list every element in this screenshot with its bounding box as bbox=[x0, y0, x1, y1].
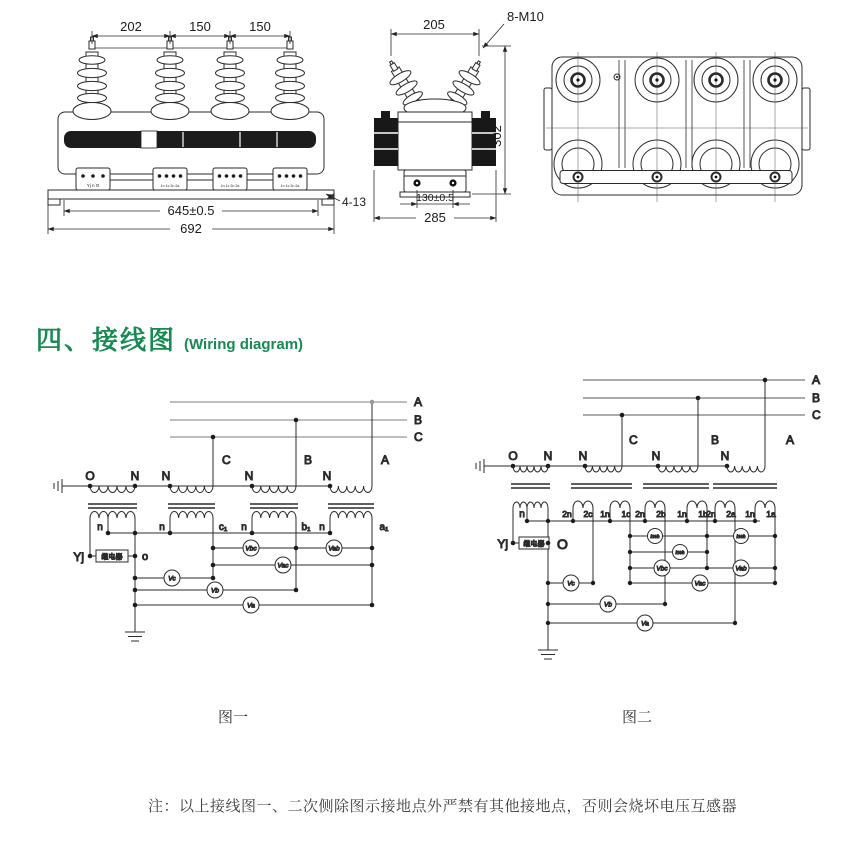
dim-285: 285 bbox=[424, 210, 446, 225]
secondary-ground-icon bbox=[538, 650, 558, 659]
primary-ground-icon bbox=[54, 479, 62, 493]
section-heading-en: (Wiring diagram) bbox=[184, 336, 304, 353]
svg-text:kWh: kWh bbox=[736, 534, 746, 539]
terminal-box-label: 1n 1c 2n 2a bbox=[280, 184, 300, 188]
section-heading-cn: 四、接线图 bbox=[36, 325, 177, 355]
svg-text:Vac: Vac bbox=[694, 580, 706, 588]
terminal-box-label: 1n 1c 2n 2a bbox=[220, 184, 240, 188]
primary-label-n3: N bbox=[244, 469, 254, 483]
sec-label-n2: n bbox=[159, 522, 165, 533]
dim-692: 692 bbox=[180, 221, 202, 236]
bus-lines bbox=[170, 402, 407, 437]
sec-label-1c: 1c bbox=[621, 509, 631, 519]
relay-branch bbox=[497, 536, 568, 552]
sec-label-2c: 2c bbox=[583, 509, 593, 519]
primary-label-n2: N bbox=[161, 469, 171, 483]
sec-label-2b: 2b bbox=[656, 509, 666, 519]
primary-windings bbox=[90, 486, 372, 493]
primary-label-n1: N bbox=[543, 449, 553, 463]
svg-text:Va: Va bbox=[641, 620, 649, 628]
voltmeter-vb bbox=[600, 596, 616, 612]
kwh-meter-1 bbox=[648, 529, 663, 544]
primary-ground-icon bbox=[476, 459, 484, 473]
sec-label-b1: b₁ bbox=[301, 522, 311, 533]
sec-label-n: n bbox=[519, 509, 525, 520]
svg-text:Vc: Vc bbox=[168, 575, 176, 583]
voltmeter-va bbox=[243, 597, 259, 613]
svg-text:Vb: Vb bbox=[211, 587, 219, 595]
dim-130: 130±0.5 bbox=[416, 192, 454, 204]
svg-text:kWh: kWh bbox=[675, 550, 685, 555]
primary-label-n1: N bbox=[130, 469, 140, 483]
primary-windings bbox=[513, 466, 765, 472]
svg-text:Vab: Vab bbox=[328, 545, 340, 553]
sec-label-n4: n bbox=[319, 522, 325, 533]
sec-label-1a: 1a bbox=[766, 509, 776, 519]
figure1-caption: 图一 bbox=[218, 709, 249, 726]
svg-text:kWh: kWh bbox=[650, 534, 660, 539]
voltmeter-vb bbox=[207, 582, 223, 598]
section-heading bbox=[36, 320, 303, 357]
meter-rows bbox=[133, 540, 375, 613]
bus-label-a: A bbox=[414, 395, 423, 409]
phase-label-b: B bbox=[711, 433, 720, 447]
o-label: O bbox=[557, 536, 568, 552]
sec-label-c1: c₁ bbox=[218, 522, 228, 533]
voltmeter-vab bbox=[733, 560, 749, 576]
sec-label-n3: n bbox=[241, 522, 247, 533]
bus-label-a: A bbox=[812, 373, 821, 387]
sec-label-1n-b: 1n bbox=[677, 509, 687, 519]
relay-label: 继电器 bbox=[101, 554, 123, 561]
bushing-insulators bbox=[73, 37, 309, 120]
secondary-ground-icon bbox=[125, 632, 145, 641]
voltmeter-va bbox=[637, 615, 653, 631]
sec-label-2n-b: 2n bbox=[635, 509, 645, 519]
voltmeter-vac bbox=[275, 557, 291, 573]
svg-text:Vbc: Vbc bbox=[245, 545, 257, 553]
warning-note: 注：以上接线图一、二次侧除图示接地点外严禁有其他接地点，否则会烧坏电压互感器 bbox=[148, 798, 738, 815]
transformer-cores bbox=[511, 484, 777, 488]
phase-label-c: C bbox=[222, 453, 231, 467]
voltmeter-vbc bbox=[654, 560, 670, 576]
sec-label-1b: 1b bbox=[698, 509, 708, 519]
svg-text:Vab: Vab bbox=[735, 565, 747, 573]
o-label: o bbox=[142, 551, 149, 563]
primary-label-n4: N bbox=[322, 469, 332, 483]
primary-busbar bbox=[64, 131, 316, 148]
bus-label-c: C bbox=[812, 408, 821, 422]
svg-text:Vb: Vb bbox=[604, 601, 612, 609]
yj-label: Yj bbox=[73, 550, 84, 564]
bus-label-b: B bbox=[812, 391, 821, 405]
wiring-diagram-2 bbox=[460, 370, 850, 670]
phase-label-a: A bbox=[381, 453, 390, 467]
sec-label-2n-a: 2n bbox=[706, 509, 716, 519]
dim-8-M10: 8-M10 bbox=[507, 9, 544, 24]
voltmeter-vab bbox=[326, 540, 342, 556]
primary-label-n2: N bbox=[578, 449, 588, 463]
voltmeter-vac bbox=[692, 575, 708, 591]
kwh-meter-3 bbox=[673, 545, 688, 560]
meter-rows bbox=[546, 529, 777, 632]
secondary-windings bbox=[513, 501, 775, 508]
sec-label-a1: a₁ bbox=[379, 522, 389, 533]
dim-150a: 150 bbox=[189, 19, 211, 34]
outline-drawings bbox=[0, 0, 850, 270]
terminal-box-label: Yj n O bbox=[86, 183, 100, 188]
dim-4-13: 4-13 bbox=[342, 195, 367, 209]
dim-205: 205 bbox=[423, 17, 445, 32]
kwh-meter-2 bbox=[734, 529, 749, 544]
phase-label-a: A bbox=[786, 433, 795, 447]
primary-label-n4: N bbox=[720, 449, 730, 463]
svg-text:Va: Va bbox=[247, 602, 255, 610]
sec-label-n1: n bbox=[97, 522, 103, 533]
dim-645: 645±0.5 bbox=[167, 203, 215, 218]
plan-view-drawing bbox=[544, 52, 810, 202]
voltmeter-vbc bbox=[243, 540, 259, 556]
wiring-diagram-1 bbox=[30, 385, 450, 675]
dim-150b: 150 bbox=[249, 19, 271, 34]
relay-branch bbox=[73, 550, 148, 564]
svg-text:Vac: Vac bbox=[277, 562, 289, 570]
figure2-caption: 图二 bbox=[622, 709, 653, 726]
yj-label: Yj bbox=[497, 537, 508, 551]
sec-label-2n-c: 2n bbox=[562, 509, 572, 519]
primary-label-n3: N bbox=[651, 449, 661, 463]
sec-label-2a: 2a bbox=[726, 509, 736, 519]
phase-label-b: B bbox=[304, 453, 313, 467]
svg-text:Vbc: Vbc bbox=[656, 565, 668, 573]
bus-label-b: B bbox=[414, 413, 423, 427]
primary-label-o: O bbox=[85, 469, 95, 483]
phase-label-c: C bbox=[629, 433, 638, 447]
dim-302: 302 bbox=[489, 125, 504, 147]
dim-202: 202 bbox=[120, 19, 142, 34]
sec-label-1n-c: 1n bbox=[600, 509, 610, 519]
relay-label: 继电器 bbox=[523, 541, 545, 548]
primary-label-o: O bbox=[508, 449, 518, 463]
front-view-drawing bbox=[48, 19, 366, 236]
secondary-windings bbox=[90, 512, 372, 519]
voltmeter-vc bbox=[164, 570, 180, 586]
terminal-box-label: 1n 1c 2n 2a bbox=[160, 184, 180, 188]
side-view-drawing bbox=[374, 9, 544, 225]
bus-lines bbox=[583, 380, 805, 415]
sec-label-1n-a: 1n bbox=[745, 509, 755, 519]
svg-text:Vc: Vc bbox=[567, 580, 575, 588]
transformer-cores bbox=[88, 504, 374, 508]
voltmeter-vc bbox=[563, 575, 579, 591]
bus-label-c: C bbox=[414, 430, 423, 444]
